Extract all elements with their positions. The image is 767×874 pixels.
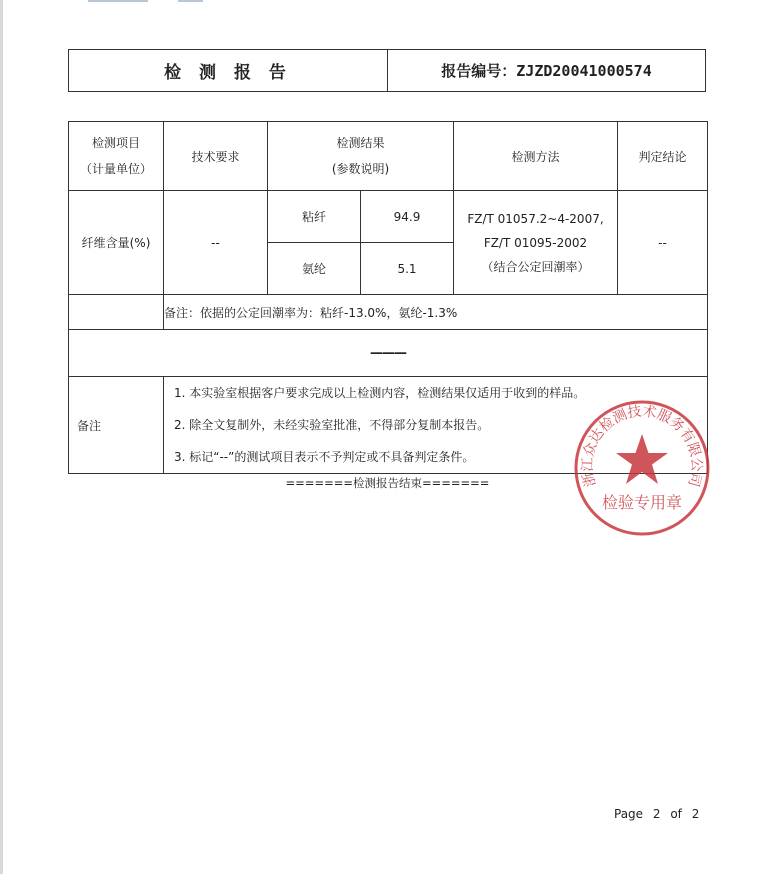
remark-item-1: 1. 本实验室根据客户要求完成以上检测内容，检测结果仅适用于收到的样品。 [174, 386, 586, 400]
moisture-note: 备注：依据的公定回潮率为：粘纤-13.0%，氨纶-1.3% [164, 295, 708, 330]
fiber1-value: 94.9 [361, 191, 454, 243]
seal-arc-text: 浙江众达检测技术服务有限公司 [579, 403, 705, 489]
page-edge [0, 0, 3, 874]
fiber-content-item: 纤维含量(%) [69, 191, 164, 295]
test-method: FZ/T 01057.2~4-2007, FZ/T 01095-2002 （结合公定回潮率） [454, 191, 618, 295]
blank-row-dash: ——— [69, 330, 708, 377]
fiber-conclusion: -- [618, 191, 708, 295]
report-end-marker: =======检测报告结束======= [285, 476, 490, 490]
top-remnant [88, 0, 208, 3]
col-header-method: 检测方法 [454, 122, 618, 191]
report-header [68, 49, 706, 92]
col-header-conclusion: 判定结论 [618, 122, 708, 191]
col-header-item: 检测项目 （计量单位） [69, 122, 164, 191]
fiber-content-item-cont [69, 295, 164, 330]
report-number-value: ZJZD20041000574 [516, 61, 652, 80]
col-header-requirement: 技术要求 [164, 122, 268, 191]
report-title: 检 测 报 告 [69, 50, 388, 91]
seal-star-icon [616, 434, 668, 484]
fiber-requirement: -- [164, 191, 268, 295]
report-number [388, 50, 705, 91]
remark-item-2: 2. 除全文复制外，未经实验室批准，不得部分复制本报告。 [174, 418, 490, 432]
report-number-label: 报告编号： [441, 62, 517, 80]
seal-bottom-text: 检验专用章 [601, 493, 683, 512]
official-seal [572, 398, 712, 538]
remarks-label: 备注 [69, 377, 164, 474]
fiber2-value: 5.1 [361, 243, 454, 295]
col-header-result: 检测结果 (参数说明) [268, 122, 454, 191]
remark-item-3: 3. 标记“--”的测试项目表示不予判定或不具备判定条件。 [174, 450, 475, 464]
fiber2-name: 氨纶 [268, 243, 361, 295]
page-number: Page 2 of 2 [614, 807, 700, 821]
fiber1-name: 粘纤 [268, 191, 361, 243]
